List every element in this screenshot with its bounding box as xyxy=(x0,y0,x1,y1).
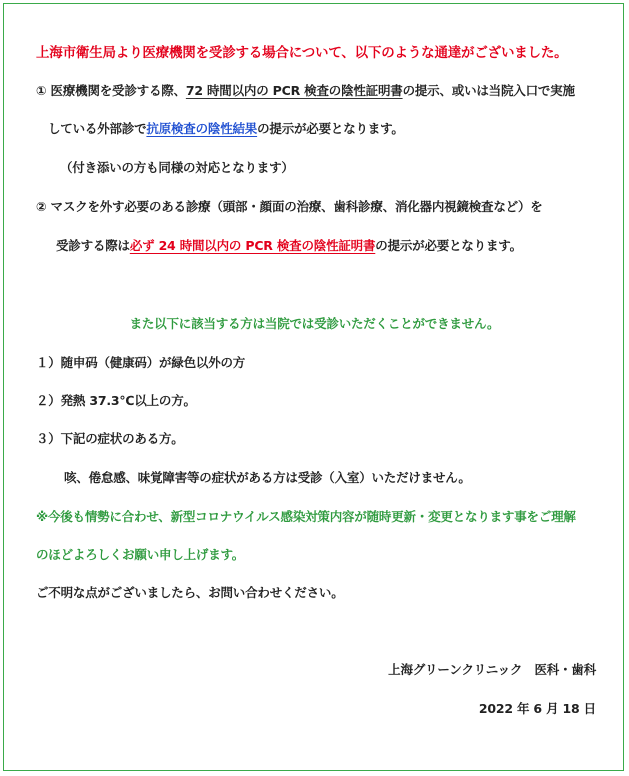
condition-3: ３）下記の症状のある方。 xyxy=(36,431,184,446)
refusal-heading: また以下に該当する方は当院では受診いただくことができません。 xyxy=(129,316,500,331)
item-1-line-2-c: の提示が必要となります。 xyxy=(257,121,404,136)
item-2-pcr-24h: 必ず 24 時間以内の PCR 検査の陰性証明書 xyxy=(129,238,376,253)
item-1-line-1 xyxy=(36,83,575,99)
item-1-text-a: 医療機関を受診する際、 xyxy=(50,83,186,98)
item-2-line-1 xyxy=(36,199,543,215)
item-2-number: ② xyxy=(36,199,47,214)
update-notice-line-1: ※今後も情勢に合わせ、新型コロナウイルス感染対策内容が随時更新・変更となります事をご理解 xyxy=(36,509,576,524)
item-1-note: （付き添いの方も同様の対応となります） xyxy=(60,160,294,175)
notice-date: 2022 年 6 月 18 日 xyxy=(478,701,596,716)
clinic-signature: 上海グリーンクリニック 医科・歯科 xyxy=(388,662,596,677)
item-2-line-2 xyxy=(56,238,522,254)
item-1-line-2-a: している外部診で xyxy=(48,121,147,136)
update-notice-line-2: のほどよろしくお願い申し上げます。 xyxy=(36,547,245,562)
item-1-pcr-72h: 72 時間以内の PCR 検査の陰性証明書 xyxy=(185,83,403,98)
item-1-antigen-result: 抗原検査の陰性結果 xyxy=(146,121,258,136)
item-1-line-2 xyxy=(48,121,404,137)
item-1-text-c: の提示、或いは当院入口で実施 xyxy=(402,83,575,98)
item-2-line-2-c: の提示が必要となります。 xyxy=(375,238,522,253)
contact-text: ご不明な点がございましたら、お問い合わせください。 xyxy=(36,585,344,600)
item-2-text: マスクを外す必要のある診療（頭部・顔面の治療、歯科診療、消化器内視鏡検査など）を xyxy=(50,199,543,214)
notice-frame xyxy=(3,3,624,771)
condition-2: ２）発熱 37.3℃以上の方。 xyxy=(36,393,196,408)
condition-1: １）随申码（健康码）が緑色以外の方 xyxy=(36,355,246,370)
item-2-line-2-a: 受診する際は xyxy=(56,238,130,253)
notice-heading: 上海市衛生局より医療機関を受診する場合について、以下のような通達がございました。 xyxy=(36,45,568,61)
symptoms-text: 咳、倦怠感、味覚障害等の症状がある方は受診（入室）いただけません。 xyxy=(64,470,471,485)
item-1-number: ① xyxy=(36,83,47,98)
